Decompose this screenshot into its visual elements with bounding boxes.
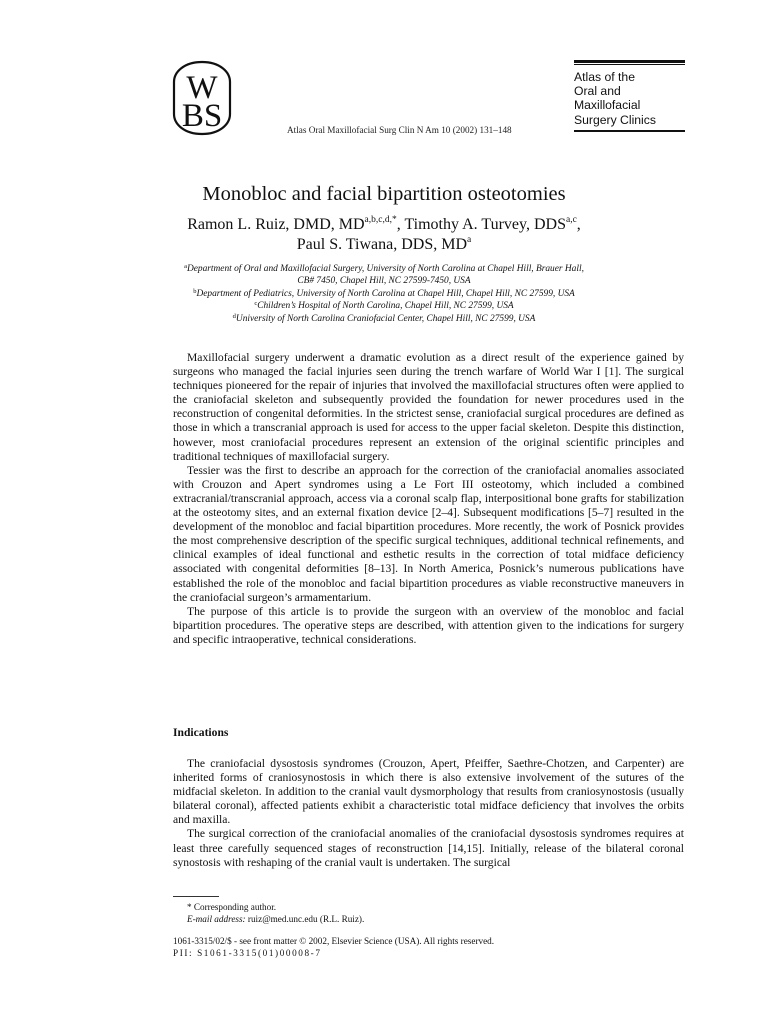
- journal-title-line: Surgery Clinics: [574, 112, 656, 127]
- author-name: Ramon L. Ruiz, DMD, MD: [187, 216, 365, 233]
- affiliations: [0, 263, 768, 325]
- article-title: Monobloc and facial bipartition osteotomies: [202, 183, 566, 205]
- email-note: [173, 913, 364, 925]
- body-paragraph: Maxillofacial surgery underwent a dramatic evolution as a direct result of the experience gained by surgeons who managed the facial injuries seen during the trench warfare of World War I [1]. The surgical techniques pioneered for the repair of injuries that involved the maxillofacial structures often were applied to the craniofacial skeleton and subsequently provided the foundation for newer procedures used in the reconstruction of congenital deformities. In the strictest sense, craniofacial surgical procedures are defined as those in which a transcranial approach is used for access to the upper facial skeleton. Despite this distinction, however, most craniofacial procedures represent an extension of the original scientific principles and traditional techniques of maxillofacial surgery.: [173, 351, 684, 463]
- footnote-divider: [173, 896, 219, 897]
- section-heading-indications: Indications: [173, 726, 229, 739]
- journal-title-block: [574, 60, 685, 127]
- body-paragraph: The surgical correction of the craniofacial anomalies of the craniofacial dysostosis syndromes requires at least three carefully sequenced stages of reconstruction [14,15]. Initially, release of the bilateral coronal synostosis with reshaping of the cranial vault is undertaken. The surgical: [173, 827, 684, 869]
- journal-rule-top-thin: [574, 64, 685, 65]
- author-affiliation-marks: a: [467, 235, 472, 245]
- author-list: Ramon L. Ruiz, DMD, $MD^{a,b,c,d,*}$, Timothy A. Turvey, DDS$^{a,c}$, Paul S. Tiwana, DDS, $MD^a$: [187, 215, 581, 253]
- affiliation-item: $^a$Department of Oral and Maxillofacial Surgery, University of North Carolina at Chapel Hill, Brauer Hall,: [184, 263, 584, 274]
- author-name: Paul S. Tiwana, DDS, MD: [296, 236, 468, 253]
- indications-section: [173, 757, 684, 870]
- svg-text:BS: BS: [181, 98, 223, 134]
- body-paragraph: The purpose of this article is to provide the surgeon with an overview of the monobloc and facial bipartition procedures. The operative steps are described, with attention given to the indications for surgery and specific intraoperative, technical considerations.: [173, 604, 684, 646]
- affiliation-item: $^d$University of North Carolina Craniofacial Center, Chapel Hill, NC 27599, USA: [232, 312, 536, 324]
- author-affiliation-marks: a,b,c,d,*: [364, 215, 397, 225]
- body-paragraph: Tessier was the first to describe an approach for the correction of the craniofacial anomalies associated with Crouzon and Apert syndromes using a Le Fort III osteotomy, which included a combined extracranial/transcranial approach, access via a coronal scalp flap, interpositional bone grafts for stabilization at the osteotomy sites, and an external fixation device [2–4]. Subsequent modifications [5–7] resulted in the development of the monobloc and facial bipartition procedures. More recently, the work of Posnick provides the most comprehensive description of the specific surgical techniques, additional technical refinements, and clinical examples of ideal functional and esthetic results in the correction of total midface deficiency associated with congenital deformities [8–13]. In North America, Posnick’s numerous publications have established the role of the monobloc and facial bipartition procedures as viable reconstructive maneuvers in the craniofacial surgeon’s armamentarium.: [173, 463, 684, 604]
- author-affiliation-marks: a,c: [565, 215, 577, 225]
- publisher-logo: [172, 60, 232, 136]
- journal-title-line: Maxillofacial: [574, 98, 641, 113]
- pii-line: PII: S1061-3315(01)00008-7: [173, 948, 322, 959]
- journal-rule-top: [574, 60, 685, 63]
- email-label: E-mail address:: [187, 914, 246, 925]
- copyright-line: 1061-3315/02/$ - see front matter © 2002, Elsevier Science (USA). All rights reserved.: [173, 936, 495, 946]
- journal-citation: Atlas Oral Maxillofacial Surg Clin N Am 10 (2002) 131–148: [287, 125, 512, 135]
- journal-title-line: Atlas of the: [574, 70, 635, 84]
- author-name: Timothy A. Turvey, DDS: [404, 216, 566, 233]
- journal-title: [574, 70, 685, 127]
- corresponding-author-note: * Corresponding author.: [187, 902, 277, 912]
- wbs-logo-icon: [172, 60, 232, 136]
- email-link[interactable]: ruiz@med.unc.edu (R.L. Ruiz).: [247, 914, 365, 925]
- introduction-section: [173, 351, 684, 647]
- svg-text:W: W: [186, 70, 218, 106]
- journal-title-line: Oral and: [574, 84, 621, 99]
- affiliation-item: $^c$Children’s Hospital of North Carolina, Chapel Hill, NC 27599, USA: [254, 300, 514, 312]
- footnotes: [173, 901, 364, 925]
- front-matter-block: [173, 935, 494, 959]
- body-paragraph: The craniofacial dysostosis syndromes (Crouzon, Apert, Pfeiffer, Saethre-Chotzen, and Carpenter) are inherited forms of craniosynostosis in which there is also extensive involvement of the sutures of the midfacial skeleton. In addition to the cranial vault dysmorphology that results from craniosynostosis (usually bilateral coronal), affected patients exhibit a characteristic total midface deficiency that involves the orbits and maxilla.: [173, 757, 684, 827]
- affiliation-item: $^b$Department of Pediatrics, University of North Carolina at Chapel Hill, Chapel Hill, NC 27599, USA: [193, 287, 575, 299]
- affiliation-item-continued: CB# 7450, Chapel Hill, NC 27599-7450, USA: [297, 276, 471, 287]
- journal-rule-bottom: [574, 130, 685, 132]
